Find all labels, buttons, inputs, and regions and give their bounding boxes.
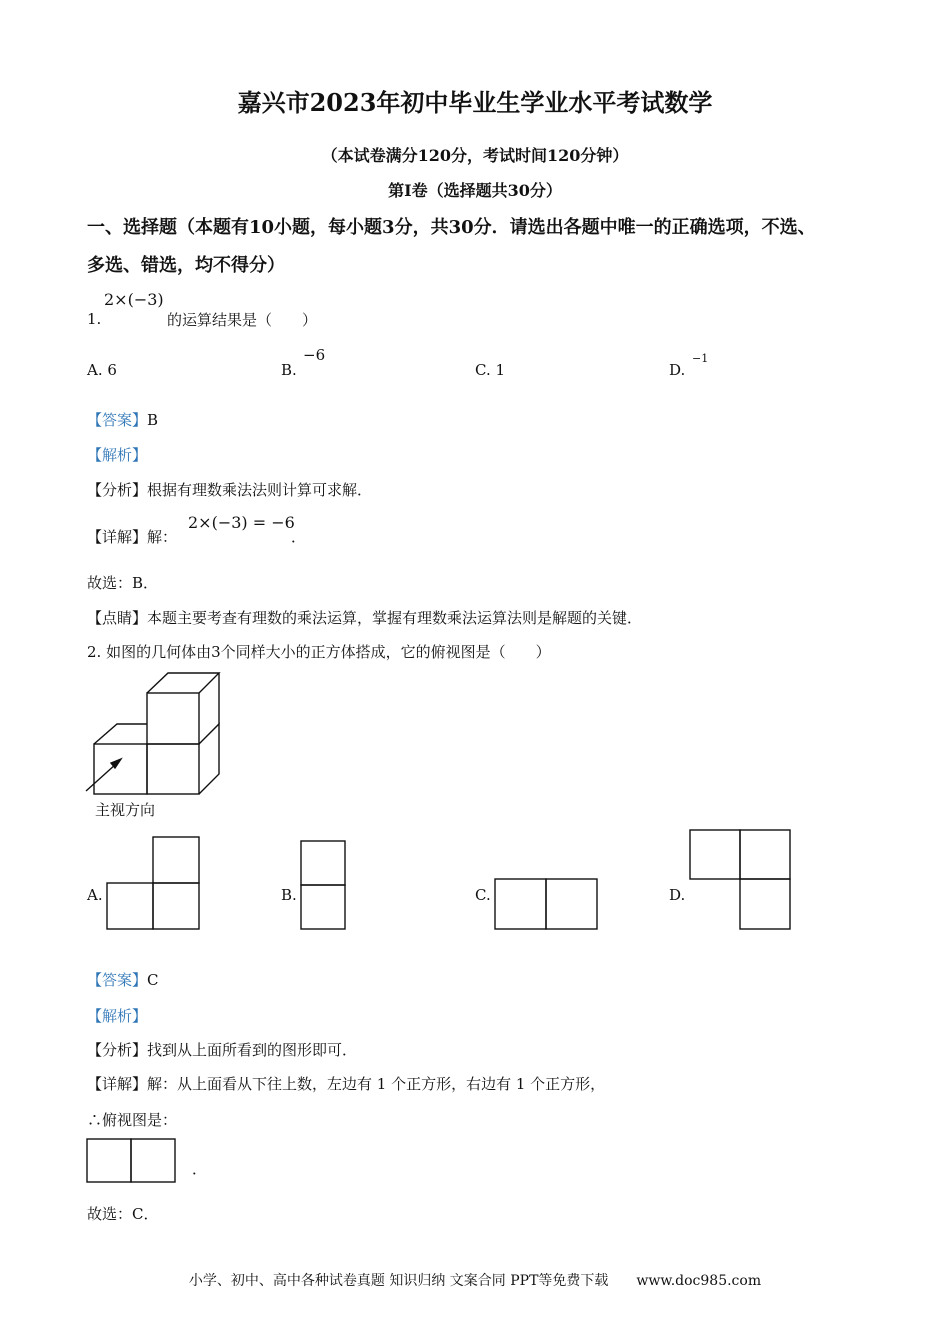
fenxi-tag: 【分析】	[87, 481, 148, 499]
q1-dianjing-text: 本题主要考查有理数的乘法运算，掌握有理数乘法运算法则是解题的关键．	[147, 609, 643, 627]
xiangjie-tag: 【详解】	[87, 1075, 148, 1093]
option-c-figure	[495, 879, 597, 929]
q1-solution-expression: 2×(−3) = −6	[188, 513, 295, 532]
q1-fenxi-text: 根据有理数乘法法则计算可求解．	[147, 481, 373, 499]
q1-prompt: 的运算结果是（ ）	[167, 311, 318, 329]
section-heading-line2: 多选、错选，均不得分）	[87, 255, 285, 276]
q1-option-b-label: B.	[281, 361, 297, 379]
q2-option-b-label: B.	[281, 886, 297, 904]
q2-answer-row	[87, 969, 159, 990]
page-footer: 小学、初中、高中各种试卷真题 知识归纳 文案合同 PPT等免费下载 www.doc985.com	[188, 1273, 762, 1289]
q1-expression: 2×(−3)	[104, 290, 164, 309]
answer-top-view-figure	[87, 1139, 175, 1182]
q2-option-d-label: D.	[669, 886, 686, 904]
q1-option-d-value: −1	[692, 352, 709, 365]
q2-analysis-tag: 【解析】	[87, 1007, 148, 1025]
q1-analysis-tag: 【解析】	[87, 446, 148, 464]
q1-option-c: C. 1	[475, 361, 506, 379]
q2-figure-period: ．	[192, 1160, 208, 1178]
q2-answer: C	[147, 971, 159, 989]
fenxi-tag: 【分析】	[87, 1041, 148, 1059]
q2-conclusion: 故选：C．	[87, 1205, 159, 1223]
q2-xiangjie-text: 解：从上面看从下往上数，左边有 1 个正方形，右边有 1 个正方形，	[147, 1075, 606, 1093]
q2-stem: 2. 如图的几何体由3个同样大小的正方体搭成，它的俯视图是（ ）	[87, 643, 551, 661]
section-heading-line1: 一、选择题（本题有10小题，每小题3分，共30分．请选出各题中唯一的正确选项，不选、	[87, 217, 816, 238]
q1-solution-period: ．	[291, 528, 307, 546]
answer-tag: 【答案】	[87, 971, 148, 989]
q1-option-a: A. 6	[87, 361, 117, 379]
option-b-figure	[301, 841, 345, 929]
page-title: 嘉兴市2023年初中毕业生学业水平考试数学	[237, 88, 713, 117]
q2-therefore: ∴俯视图是：	[87, 1111, 178, 1129]
q2-view-direction-label: 主视方向	[95, 801, 156, 819]
q2-option-a-label: A.	[87, 886, 103, 904]
q2-option-c-label: C.	[475, 886, 491, 904]
q1-conclusion: 故选：B．	[87, 574, 159, 592]
xiangjie-tag: 【详解】	[87, 528, 148, 546]
part-title: 第I卷（选择题共30分）	[388, 181, 562, 200]
q2-fenxi-text: 找到从上面所看到的图形即可．	[147, 1041, 358, 1059]
exam-subtitle: （本试卷满分120分，考试时间120分钟）	[321, 146, 629, 165]
q2-xiangjie-row	[87, 1073, 605, 1094]
q1-option-b-value: −6	[303, 346, 326, 364]
option-d-figure	[690, 830, 790, 929]
answer-tag: 【答案】	[87, 411, 148, 429]
q1-answer: B	[147, 411, 159, 429]
dianjing-tag: 【点睛】	[87, 609, 148, 627]
q2-fenxi-row	[87, 1039, 357, 1060]
q1-option-d-label: D.	[669, 361, 686, 379]
option-a-figure	[107, 837, 199, 929]
q1-number: 1.	[87, 310, 102, 328]
q1-xiangjie-prefix: 解：	[147, 528, 178, 546]
